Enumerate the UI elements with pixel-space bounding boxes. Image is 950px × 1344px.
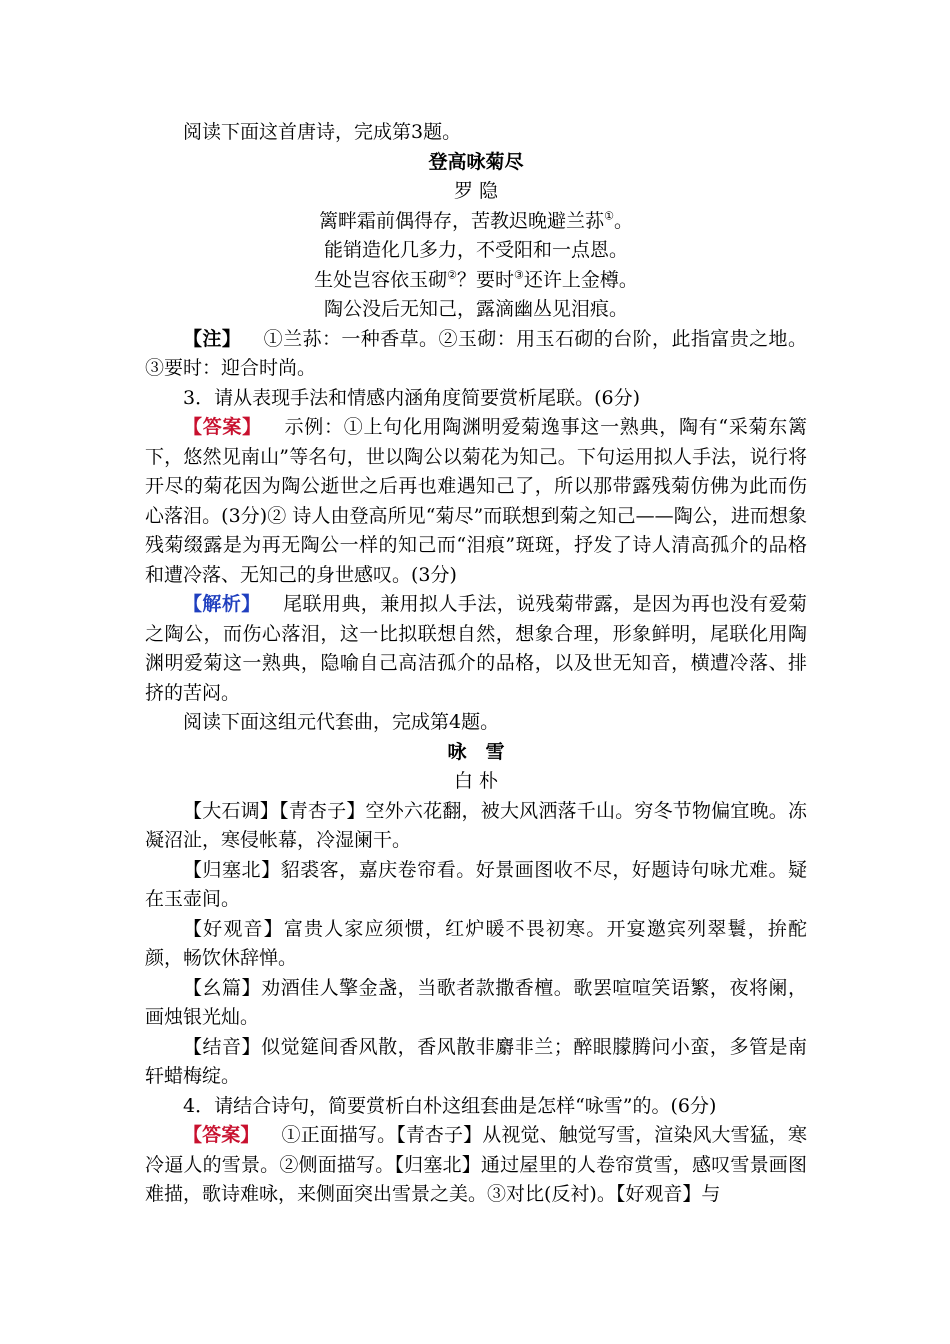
answer-3-label: 【答案】 <box>183 416 262 438</box>
answer-3 <box>145 413 807 590</box>
answer-4-label: 【答案】 <box>183 1124 260 1146</box>
poem1-author: 罗 隐 <box>453 180 499 202</box>
poem2-title: 咏 雪 <box>447 740 505 763</box>
question-4: 4．请结合诗句，简要赏析白朴这组套曲是怎样“咏雪”的。(6分) <box>183 1094 717 1117</box>
poem2-stanza-2: 【归塞北】貂裘客，嘉庆卷帘看。好景画图收不尽，好题诗句咏尤难。疑在玉壶间。 <box>145 858 807 910</box>
poem1-footnote-mark-1: ① <box>604 209 614 223</box>
poem1-line-3-text-b: ？要时 <box>456 268 514 291</box>
answer-4-text: ①正面描写。【青杏子】从视觉、触觉写雪，渲染风大雪猛，寒冷逼人的雪景。②侧面描写。【归塞北】通过屋里的人卷帘赏雪，感叹雪景画图难描，歌诗难咏，来侧面突出雪景之美。③对比(反衬)。【好观音】与 <box>145 1124 807 1205</box>
poem1-line-3-text-c: 还许上金樽。 <box>523 268 638 291</box>
poem1-line-1 <box>145 207 807 237</box>
poem2-stanza-5: 【结音】似觉筵间香风散，香风散非麝非兰；醉眼朦腾问小蛮，多管是南轩蜡梅绽。 <box>145 1035 807 1087</box>
poem2-stanza-1: 【大石调】【青杏子】空外六花翻，被大风洒落千山。穷冬节物偏宜晚。冻凝沼沚，寒侵帐幕，冷湿阑干。 <box>145 799 807 851</box>
poem1-footnote-mark-3: ③ <box>514 268 524 282</box>
poem1-line-4: 陶公没后无知己，露滴幽丛见泪痕。 <box>323 298 628 320</box>
intro-poem1: 阅读下面这首唐诗，完成第3题。 <box>183 121 462 143</box>
analysis-3-text: 尾联用典，兼用拟人手法，说残菊带露，是因为再也没有爱菊之陶公，而伤心落泪，这一比拟联想自然，想象合理，形象鲜明，尾联化用陶渊明爱菊这一熟典，隐喻自己高洁孤介的品格，以及世无知音，横遭冷落、排挤的苦闷。 <box>145 593 807 704</box>
document-page <box>145 118 807 1210</box>
poem2-stanza-4: 【幺篇】劝酒佳人擎金盏，当歌者款撒香檀。歌罢喧喧笑语繁，夜将阑，画烛银光灿。 <box>145 976 807 1028</box>
poem1-footnote-mark-2: ② <box>447 268 457 282</box>
poem1-line-2: 能销造化几多力，不受阳和一点恩。 <box>323 239 628 261</box>
poem1-line-3 <box>145 266 807 296</box>
analysis-3 <box>145 590 807 708</box>
analysis-3-label: 【解析】 <box>183 593 261 615</box>
note-text: ①兰荪：一种香草。②玉砌：用玉石砌的台阶，此指富贵之地。③要时：迎合时尚。 <box>145 327 807 379</box>
intro-poem2: 阅读下面这组元代套曲，完成第4题。 <box>183 711 500 733</box>
note-label: 【注】 <box>183 327 242 350</box>
poem2-stanza-3: 【好观音】富贵人家应须惯，红炉暖不畏初寒。开宴邀宾列翠鬟，拚酡颜，畅饮休辞惮。 <box>145 917 807 969</box>
poem1-line-1-text: 篱畔霜前偶得存，苦教迟晚避兰荪 <box>319 209 605 232</box>
answer-3-text: 示例：①上句化用陶渊明爱菊逸事这一熟典，陶有“采菊东篱下，悠然见南山”等名句，世以陶公以菊花为知己。下句运用拟人手法，说行将开尽的菊花因为陶公逝世之后再也难遇知己了，所以那带露残菊仿佛为此而伤心落泪。(3分)② 诗人由登高所见“菊尽”而联想到菊之知己——陶公，进而想象残菊缀露是为再无陶公一样的知己而“泪痕”斑斑，抒发了诗人清高孤介的品格和遭冷落、无知己的身世感叹。(3分) <box>145 416 807 586</box>
poem1-line-3-text-a: 生处岂容依玉砌 <box>314 268 448 291</box>
question-3: 3．请从表现手法和情感内涵角度简要赏析尾联。(6分) <box>183 386 641 409</box>
answer-4 <box>145 1121 807 1210</box>
poem1-line-1-end: 。 <box>613 209 633 232</box>
poem1-title: 登高咏菊尽 <box>428 150 524 173</box>
poem1-notes <box>145 325 807 384</box>
poem2-author: 白 朴 <box>453 770 499 792</box>
